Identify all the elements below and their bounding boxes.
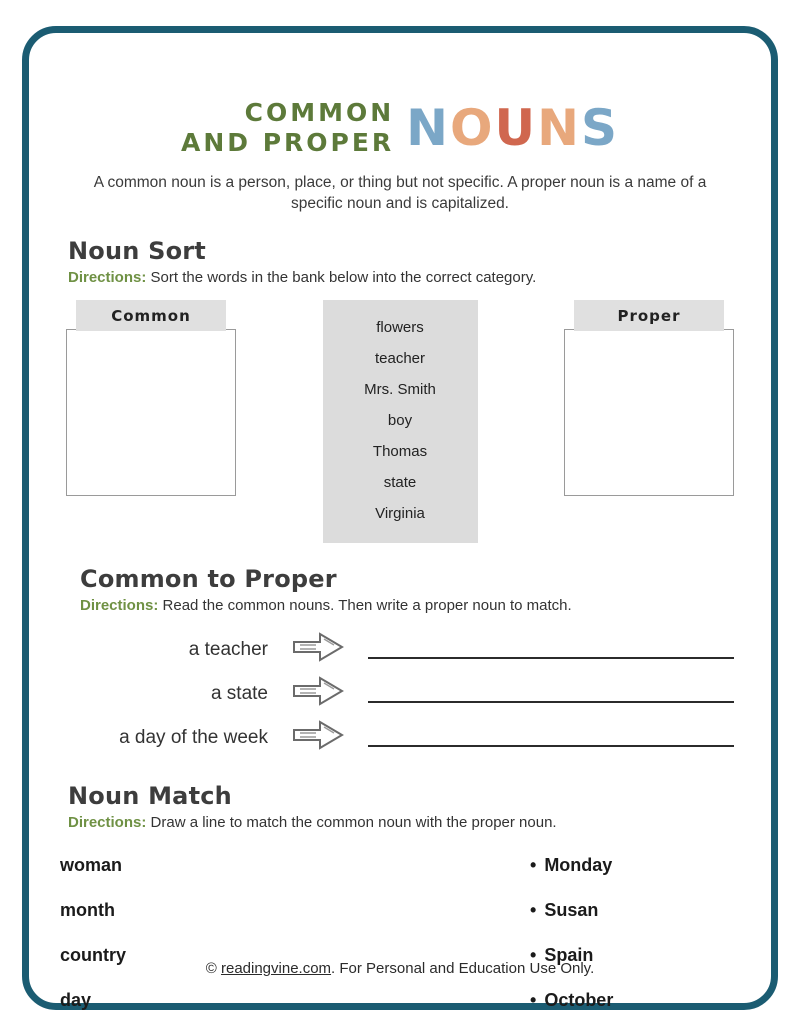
title-line-1: COMMON xyxy=(244,98,395,127)
title-nouns-word xyxy=(406,98,620,157)
footer-site-link[interactable]: readingvine.com xyxy=(220,960,332,977)
word-bank-item[interactable]: boy xyxy=(387,411,413,429)
word-bank-item[interactable]: flowers xyxy=(376,318,424,336)
title-letter-u: U xyxy=(494,98,538,157)
common-to-proper-row xyxy=(60,672,740,716)
match-right-label: October xyxy=(544,989,614,1010)
common-column-header: Common xyxy=(76,300,226,331)
arrow-icon xyxy=(290,674,360,713)
answer-line[interactable] xyxy=(368,656,734,659)
footer-copyright: © xyxy=(205,960,221,977)
directions-text: Sort the words in the bank below into the correct category. xyxy=(146,268,537,286)
word-bank-item[interactable]: Thomas xyxy=(372,442,428,460)
proper-column xyxy=(564,300,734,496)
match-right-label: Susan xyxy=(544,899,599,920)
bullet-icon: • xyxy=(530,989,537,1010)
title-line-2: AND PROPER xyxy=(180,127,395,157)
word-bank xyxy=(323,300,478,543)
arrow-icon xyxy=(290,630,360,669)
bullet-icon: • xyxy=(530,899,537,920)
match-right-column xyxy=(440,843,740,1023)
noun-match-columns xyxy=(60,843,740,1023)
proper-column-header: Proper xyxy=(574,300,724,331)
section-common-to-proper xyxy=(60,565,740,760)
directions-text: Draw a line to match the common noun with the proper noun. xyxy=(146,813,557,831)
title-letter-o: O xyxy=(450,98,495,157)
common-to-proper-heading: Common to Proper xyxy=(80,564,337,593)
word-bank-item[interactable]: Virginia xyxy=(375,504,425,522)
match-right-label: Monday xyxy=(544,854,613,875)
common-to-proper-rows xyxy=(60,628,740,760)
bullet-icon: • xyxy=(530,854,537,875)
title-letter-n2: N xyxy=(537,98,582,157)
section-noun-sort xyxy=(60,237,740,543)
directions-label: Directions: xyxy=(80,596,159,614)
match-right-item[interactable] xyxy=(440,978,740,1023)
match-right-label: Spain xyxy=(544,944,594,965)
answer-line[interactable] xyxy=(368,744,734,747)
worksheet-content xyxy=(60,60,740,1023)
common-to-proper-row xyxy=(60,716,740,760)
word-bank-item[interactable]: state xyxy=(383,473,417,491)
match-left-item[interactable]: woman xyxy=(60,854,123,875)
directions-label: Directions: xyxy=(68,813,147,831)
match-right-item[interactable] xyxy=(440,843,740,888)
footer xyxy=(0,960,800,977)
match-left-item[interactable]: country xyxy=(60,944,127,965)
noun-sort-directions xyxy=(60,269,740,286)
title-letter-s: S xyxy=(581,98,620,157)
section-noun-match xyxy=(60,782,740,1023)
directions-text: Read the common nouns. Then write a proper noun to match. xyxy=(158,596,572,614)
noun-match-heading: Noun Match xyxy=(68,781,232,810)
common-to-proper-directions xyxy=(60,597,740,614)
noun-match-directions xyxy=(60,814,740,831)
common-to-proper-row xyxy=(60,628,740,672)
title-left-text xyxy=(181,98,394,157)
common-noun-label: a state xyxy=(210,682,268,704)
answer-line[interactable] xyxy=(368,700,734,703)
proper-answer-box[interactable] xyxy=(564,329,734,496)
arrow-icon xyxy=(290,718,360,757)
footer-rest: . For Personal and Education Use Only. xyxy=(331,960,595,977)
noun-sort-columns xyxy=(60,300,740,543)
match-right-item[interactable] xyxy=(440,888,740,933)
word-bank-item[interactable]: teacher xyxy=(374,349,426,367)
common-column xyxy=(66,300,236,496)
common-answer-box[interactable] xyxy=(66,329,236,496)
common-noun-label: a day of the week xyxy=(119,726,268,748)
match-left-column xyxy=(60,843,360,1023)
noun-sort-heading: Noun Sort xyxy=(68,236,206,265)
common-noun-label: a teacher xyxy=(188,638,268,660)
match-left-item[interactable]: day xyxy=(60,989,92,1010)
worksheet-title xyxy=(60,98,740,157)
match-left-item[interactable]: month xyxy=(60,899,115,920)
worksheet-subtitle: A common noun is a person, place, or thing but not specific. A proper noun is a name of a specific noun and is capitalized. xyxy=(93,174,707,212)
directions-label: Directions: xyxy=(68,268,147,286)
word-bank-item[interactable]: Mrs. Smith xyxy=(364,380,436,398)
bullet-icon: • xyxy=(530,944,537,965)
title-letter-n1: N xyxy=(406,98,451,157)
